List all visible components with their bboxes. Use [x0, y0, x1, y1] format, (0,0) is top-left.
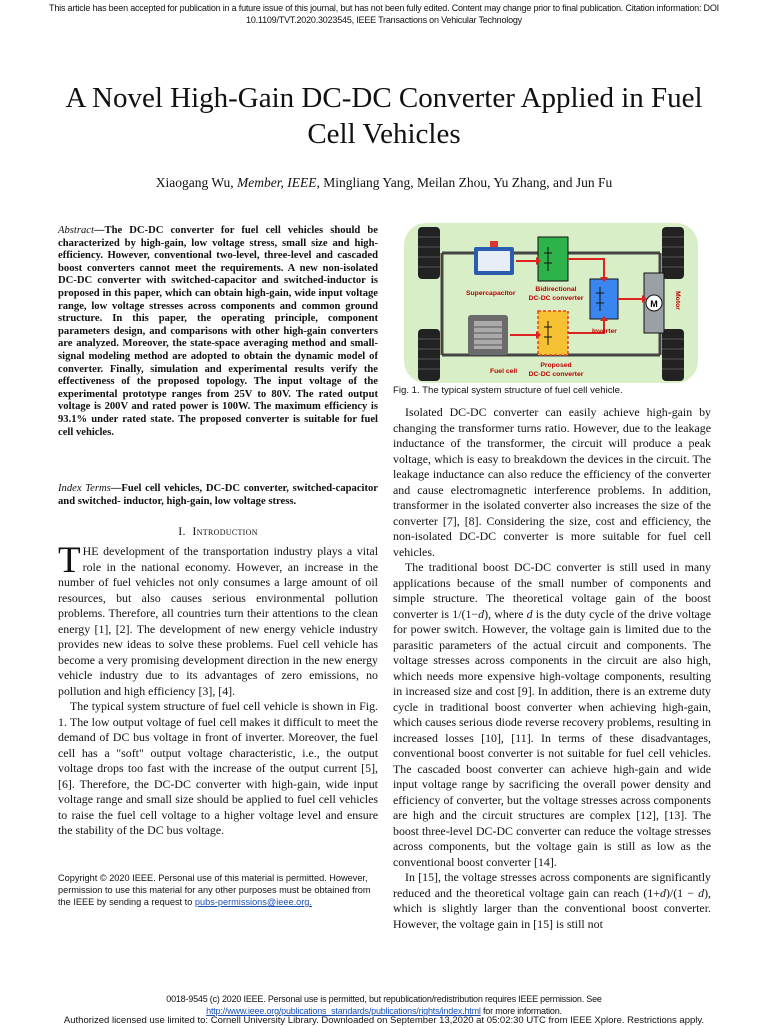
- copyright-notice: [58, 872, 378, 908]
- section-heading-introduction: [58, 524, 378, 539]
- wheel-rear-right: [662, 329, 684, 381]
- motor-symbol-letter: M: [650, 299, 658, 309]
- paper-title: A Novel High-Gain DC-DC Converter Applied in Fuel Cell Vehicles: [65, 82, 703, 150]
- copyright-text: Copyright © 2020 IEEE. Personal use of this material is permitted. However, permission to use this material for any other purposes must be obtained from the IEEE by sending a request to: [58, 873, 371, 907]
- p3-text-b: )/(1 −: [665, 885, 699, 900]
- p2-text-c: is the duty cycle of the drive voltage for power switch. However, the voltage gain is limited due to the parasitic parameters of the actual circuit and components. The voltage stresses across components in the circuit are also high, which needs more expensive high-voltage components, resulting in increased size and cost [9]. In addition, there is an extreme duty cycle in traditional boost converter when achieving high-gain, which causes serious diode reverse recovery problems, resulting in increased losses [10], [11]. In terms of these disadvantages, conventional boost converter is not suitable for fuel cell vehicles. The cascaded boost converter can achieve high-gain and wide input voltage range by sacrificing the overall power density and efficiency of converter, but the voltage stresses across components are high and the circuit structures are complex [12], [13]. The boost three-level DC-DC converter can reduce the voltage stresses across components, but the voltage gain is still as low as the conventional boost converter [14].: [393, 606, 711, 869]
- label-dcdc-bidirectional: DC-DC converter: [528, 295, 584, 302]
- intro-paragraph-2: The typical system structure of fuel cell vehicle is shown in Fig. 1. The low output voltage of fuel cell makes it difficult to meet the demand of DC bus voltage in front of inverter. Moreover, the fuel cell has a "soft" output voltage characteristic, i.e., the output voltage drops too fast with the increase of the output current [5], [6]. Therefore, the DC-DC converter with high-gain, wide input voltage range and small size should be applied to fuel cell vehicles to raise the fuel cell voltage to a higher voltage level and ensure the stability of the DC bus voltage.: [58, 699, 378, 837]
- section-title: Introduction: [192, 524, 258, 538]
- figure-1-system-diagram: [404, 223, 698, 383]
- label-dcdc-proposed: DC-DC converter: [528, 371, 584, 378]
- section-number: I.: [178, 524, 186, 538]
- intro-paragraph-1: [58, 540, 378, 699]
- author-first: Xiaogang Wu,: [155, 175, 234, 190]
- index-terms-label: Index Terms: [58, 483, 111, 494]
- publisher-footer: [30, 993, 738, 1017]
- intro-paragraph-1-text: HE development of the transportation industry plays a vital role in the national economy. However, an increase in the number of fuel vehicles not only consumes a large amount of oil resources, but also causes serious environmental pollution problems. Therefore, all countries turn their attentions to the clean energy [1], [2]. The development of new energy vehicle industry provides new ideas to solve these problems. Fuel cell vehicle has become a very promising development direction in the new energy vehicle industry due to its advantages of zero emissions, no pollution and high efficiency [3], [4].: [58, 544, 378, 698]
- p3-text-a: In [15], the voltage stresses across components are significantly reduced and the theoretical voltage gain can reach (1+: [393, 870, 711, 900]
- inverter-box: [590, 279, 618, 319]
- index-terms: [58, 483, 378, 508]
- figure-1-svg: [404, 223, 698, 383]
- wheel-front-left: [418, 227, 440, 279]
- abstract-label: Abstract: [58, 225, 94, 236]
- introduction-body: [58, 540, 378, 839]
- footer-text: 0018-9545 (c) 2020 IEEE. Personal use is permitted, but republication/redistribution requires IEEE permission. See: [166, 994, 602, 1004]
- p3-var-d2: d: [698, 885, 705, 900]
- rights-link[interactable]: http://www.ieee.org/publications_standards/publications/rights/index.html: [206, 1006, 481, 1016]
- abstract: [58, 225, 378, 439]
- p3-text-c: ), which is slightly larger than the conventional boost converter. However, the voltage gain in [15] is still not: [393, 885, 711, 931]
- license-footer: Authorized licensed use limited to: Cornell University Library. Downloaded on September 13,2020 at 05:02:30 UTC from IEEE Xplore. Restrictions apply.: [63, 1015, 705, 1026]
- label-bidirectional: Bidirectional: [535, 286, 577, 293]
- p2-text-b: ), where: [484, 606, 527, 621]
- p3-var-d1: d: [659, 885, 666, 900]
- bidirectional-converter-box: [538, 237, 568, 281]
- label-fuel-cell: Fuel cell: [490, 368, 518, 375]
- right-column-body: [393, 405, 711, 932]
- p2-var-d2: d: [526, 606, 533, 621]
- proposed-converter-box: [538, 311, 568, 355]
- drop-cap: T: [58, 540, 81, 581]
- p2-var-d1: d: [478, 606, 485, 621]
- label-supercapacitor: Supercapacitor: [466, 290, 516, 297]
- footer-tail: for more information.: [480, 1006, 562, 1016]
- journal-notice: This article has been accepted for publication in a future issue of this journal, but has not been fully edited. Content may change prior to final publication. Citation information: DOI 10.1109/TVT.2020.3023545, IEEE Transactions on Vehicular Technology: [49, 3, 719, 25]
- permissions-email-link[interactable]: pubs-permissions@ieee.org.: [194, 897, 312, 907]
- figure-1-caption: Fig. 1. The typical system structure of fuel cell vehicle.: [393, 385, 623, 396]
- label-proposed: Proposed: [540, 362, 572, 369]
- p2-text-a: The traditional boost DC-DC converter is still used in many applications because of the small number of components and simple structure. The theoretical voltage gain of the boost converter is 1/(1−: [393, 560, 711, 621]
- index-terms-text: —Fuel cell vehicles, DC-DC converter, switched-capacitor and switched- inductor, high-gain, low voltage stress.: [58, 483, 378, 507]
- author-list: [40, 175, 728, 191]
- author-first-role: Member, IEEE,: [237, 175, 320, 190]
- wheel-rear-left: [418, 329, 440, 381]
- right-paragraph-3: [393, 870, 711, 932]
- author-rest: Mingliang Yang, Meilan Zhou, Yu Zhang, and Jun Fu: [323, 175, 613, 190]
- label-inverter: Inverter: [592, 328, 617, 335]
- wheel-front-right: [662, 227, 684, 279]
- right-paragraph-2: [393, 560, 711, 870]
- abstract-text: —The DC-DC converter for fuel cell vehicles should be characterized by high-gain, low voltage stress, small size and high- efficiency. However, conventional two-level, three-level and cascaded boost converters cannot meet the requirements. A new non-isolated DC-DC converter with switched-capacitor and switched-inductor is proposed in this paper, which can obtain high-gain, wide input voltage range, low voltage stresses across components and common ground structure. In this paper, the operating principle, component parameters design, and comparisons with other high-gain converters are analyzed. Moreover, the state-space averaging method and small-signal modeling method are adopted to obtain the dynamic model of converter. Finally, simulation and experimental results verify the effectiveness of the proposed topology. The input voltage of the experimental prototype ranges from 25V to 80V. The rated output voltage is 200V and rated power is 100W. The maximum efficiency is 93.1% under rated state. The proposed converter is suitable for fuel cell vehicles.: [58, 225, 378, 438]
- right-paragraph-1: Isolated DC-DC converter can easily achieve high-gain by changing the transformer turns ratio. However, due to the leakage inductance of the transformer, the circuit will produce a peak voltage, which is easy to breakdown the devices in the circuit. The leakage inductance can also reduce the efficiency of the converter and cause electromagnetic interference problems. In addition, transformer in the isolated converter also increases the size of the converter [7], [8]. Considering the size, cost and efficiency, the non-isolated DC-DC converter is more suitable for fuel cell vehicles.: [393, 405, 711, 559]
- label-motor: Motor: [674, 291, 681, 310]
